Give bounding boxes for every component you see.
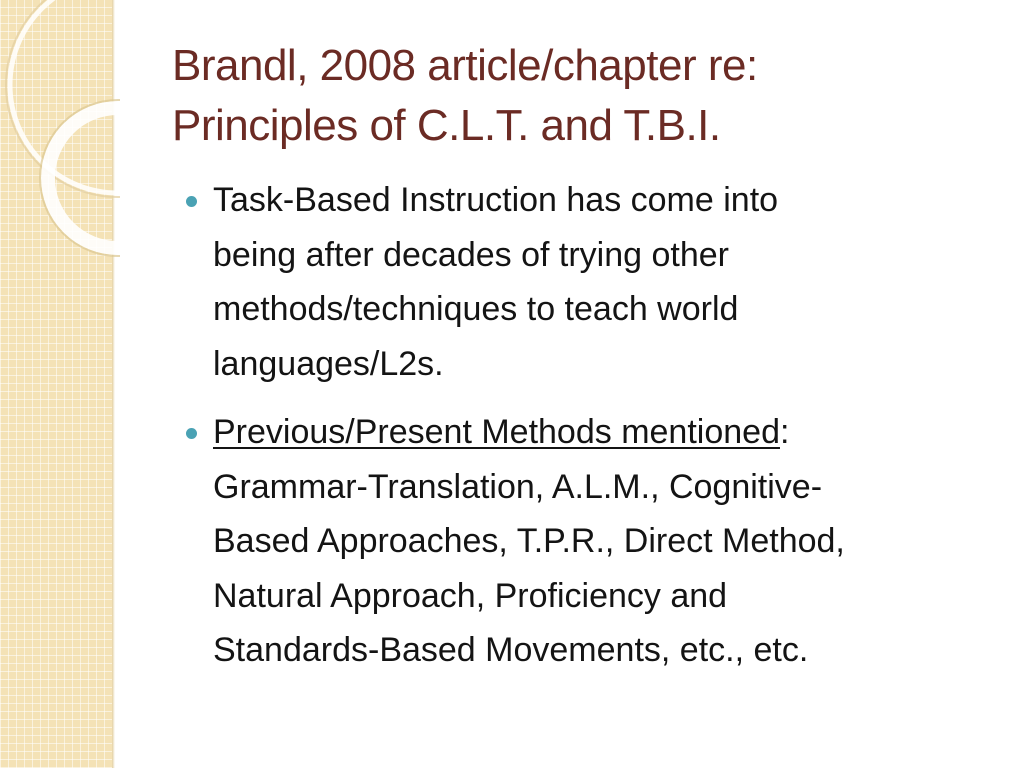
- bullet-list: [186, 173, 986, 692]
- slide-title: [172, 36, 992, 156]
- title-line-2: Principles of C.L.T. and T.B.I.: [172, 101, 721, 150]
- bullet-1-line-4: languages/L2s.: [213, 344, 444, 383]
- bullet-item-task-based-instruction: [186, 173, 986, 391]
- decorative-ring-upper: [10, 0, 120, 193]
- bullet-item-methods-mentioned: [186, 405, 986, 678]
- bullet-2-line-4: Standards-Based Movements, etc., etc.: [213, 631, 809, 669]
- bullet-1-line-3: methods/techniques to teach world: [213, 290, 739, 328]
- bullet-dot-icon: [186, 428, 197, 439]
- methods-heading-colon: :: [779, 413, 790, 451]
- bullet-2-line-2: Based Approaches, T.P.R., Direct Method,: [213, 522, 845, 560]
- decorative-rings: [0, 0, 120, 260]
- methods-heading-underlined: Previous/Present Methods mentioned: [213, 413, 780, 451]
- bullet-dot-icon: [186, 196, 197, 207]
- title-line-1: Brandl, 2008 article/chapter re:: [172, 41, 758, 90]
- bullet-2-line-3: Natural Approach, Proficiency and: [213, 576, 728, 615]
- bullet-1-line-2: being after decades of trying other: [213, 235, 729, 274]
- bullet-1-line-1: Task-Based Instruction has come into: [213, 181, 779, 219]
- bullet-2-line-1: Grammar-Translation, A.L.M., Cognitive-: [213, 467, 823, 506]
- bullet-2-heading: [213, 405, 986, 460]
